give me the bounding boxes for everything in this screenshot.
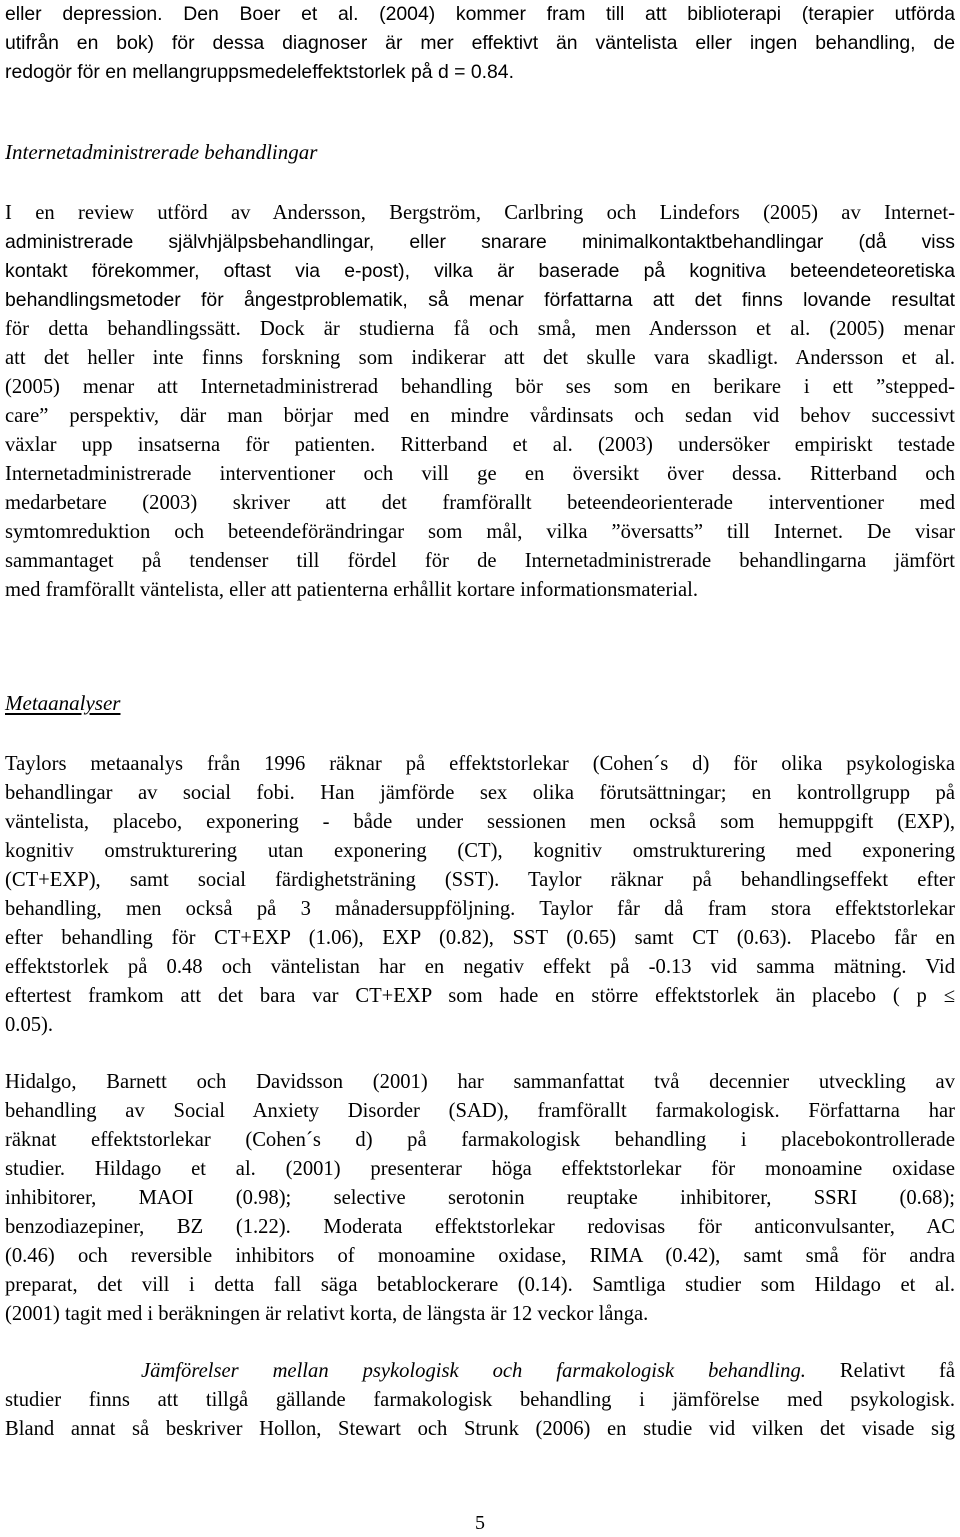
text-line: behandlingar av social fobi. Han jämförde sex olika förutsättningar; en kontrollgrupp på: [5, 782, 955, 804]
text-line: (CT+EXP), samt social färdighetsträning (SST). Taylor räknar på behandlingseffekt efter: [5, 869, 955, 891]
text-line: att det heller inte finns forskning som indikerar att det skulle vara skadligt. Andersson et al.: [5, 347, 955, 369]
text-line: preparat, det vill i detta fall säga betablockerare (0.14). Samtliga studier som Hildago et al.: [5, 1274, 955, 1296]
text-line: Bland annat så beskriver Hollon, Stewart och Strunk (2006) en studie vid vilken det visade sig: [5, 1418, 955, 1440]
text-line: med framförallt väntelista, eller att patienterna erhållit kortare informationsmaterial.: [5, 579, 699, 601]
text-line: 0.05).: [5, 1014, 54, 1036]
text-line: sammantaget på tendenser till fördel för de Internetadministrerade behandlingarna jämfört: [5, 550, 955, 572]
text-line: effektstorlek på 0.48 och väntelistan har en negativ effekt på -0.13 vid samma mätning. Vid: [5, 956, 955, 978]
text-line: benzodiazepiner, BZ (1.22). Moderata effektstorlekar redovisas för anticonvulsanter, AC: [5, 1216, 955, 1238]
text-line: väntelista, placebo, exponering - både under sessionen men också som hemuppgift (EXP),: [5, 811, 955, 833]
text-line: (2005) menar att Internetadministrerad behandling bör ses som en berikare i ett ”stepped-: [5, 376, 955, 398]
text-line: Hidalgo, Barnett och Davidsson (2001) har sammanfattat två decennier utveckling av: [5, 1071, 955, 1093]
text-line: utifrån en bok) för dessa diagnoser är mer effektivt än väntelista eller ingen behandling, de: [5, 32, 955, 54]
comparison-paragraph: [5, 1357, 955, 1444]
text-line: administrerade självhjälpsbehandlingar, eller snarare minimalkontaktbehandlingar (då viss: [5, 231, 955, 253]
text-line: medarbetare (2003) skriver att det framförallt beteendeorienterade interventioner med: [5, 492, 955, 514]
section-heading-internet: Internetadministrerade behandlingar: [5, 140, 318, 164]
text-line: eller depression. Den Boer et al. (2004) kommer fram till att biblioterapi (terapier utförda: [5, 3, 955, 25]
text-line: Internetadministrerade interventioner och vill ge en översikt över dessa. Ritterband och: [5, 463, 955, 485]
text-line: efter behandling för CT+EXP (1.06), EXP (0.82), SST (0.65) samt CT (0.63). Placebo får en: [5, 927, 955, 949]
text-line: kognitiv omstrukturering utan exponering (CT), kognitiv omstrukturering med exponering: [5, 840, 955, 862]
text-line: care” perspektiv, där man börjar med en mindre vårdinsats och sedan vid behov successivt: [5, 405, 955, 427]
text-line: inhibitorer, MAOI (0.98); selective serotonin reuptake inhibitorer, SSRI (0.68);: [5, 1187, 955, 1209]
text-line: kontakt förekommer, oftast via e-post), vilka är baserade på kognitiva beteendeteoretiska: [5, 260, 955, 282]
taylor-paragraph: [5, 750, 955, 1040]
text-line: växlar upp insatserna för patienten. Ritterband et al. (2003) undersöker empiriskt testade: [5, 434, 955, 456]
page-number: 5: [475, 1512, 485, 1534]
text-line: (0.46) och reversible inhibitors of monoamine oxidase, RIMA (0.42), samt små för andra: [5, 1245, 955, 1267]
text-line: behandling av Social Anxiety Disorder (SAD), framförallt farmakologisk. Författarna har: [5, 1100, 955, 1122]
text-line: Taylors metaanalys från 1996 räknar på effektstorlekar (Cohen´s d) för olika psykologiska: [5, 753, 955, 775]
text-line: räknat effektstorlekar (Cohen´s d) på farmakologisk behandling i placebokontrollerade: [5, 1129, 955, 1151]
internet-paragraph: [5, 199, 955, 605]
text-line: redogör för en mellangruppsmedeleffektstorlek på d = 0.84.: [5, 61, 514, 83]
intro-paragraph: [5, 0, 955, 87]
text-line: studier. Hildago et al. (2001) presenterar höga effektstorlekar för monoamine oxidase: [5, 1158, 955, 1180]
text-fragment: Relativt få: [805, 1360, 955, 1382]
text-line: för detta behandlingssätt. Dock är studierna få och små, men Andersson et al. (2005) menar: [5, 318, 955, 340]
text-line: I en review utförd av Andersson, Bergström, Carlbring och Lindefors (2005) av Internet-: [5, 202, 955, 224]
subheading-inline: Jämförelser mellan psykologisk och farmakologisk behandling.: [141, 1360, 806, 1382]
text-line: behandlingsmetoder för ångestproblematik, så menar författarna att det finns lovande resultat: [5, 289, 955, 311]
text-line: eftertest framkom att det bara var CT+EXP som hade en större effektstorlek än placebo ( p ≤: [5, 985, 955, 1007]
section-heading-metaanalyser: Metaanalyser: [5, 691, 121, 715]
hidalgo-paragraph: [5, 1068, 955, 1329]
text-line: behandling, men också på 3 månadersuppföljning. Taylor får då fram stora effektstorlekar: [5, 898, 955, 920]
text-line: studier finns att tillgå gällande farmakologisk behandling i jämförelse med psykologisk.: [5, 1389, 955, 1411]
text-line: [5, 1357, 955, 1386]
text-line: symtomreduktion och beteendeförändringar som mål, vilka ”översatts” till Internet. De visar: [5, 521, 955, 543]
text-line: (2001) tagit med i beräkningen är relativt korta, de längsta är 12 veckor långa.: [5, 1303, 649, 1325]
